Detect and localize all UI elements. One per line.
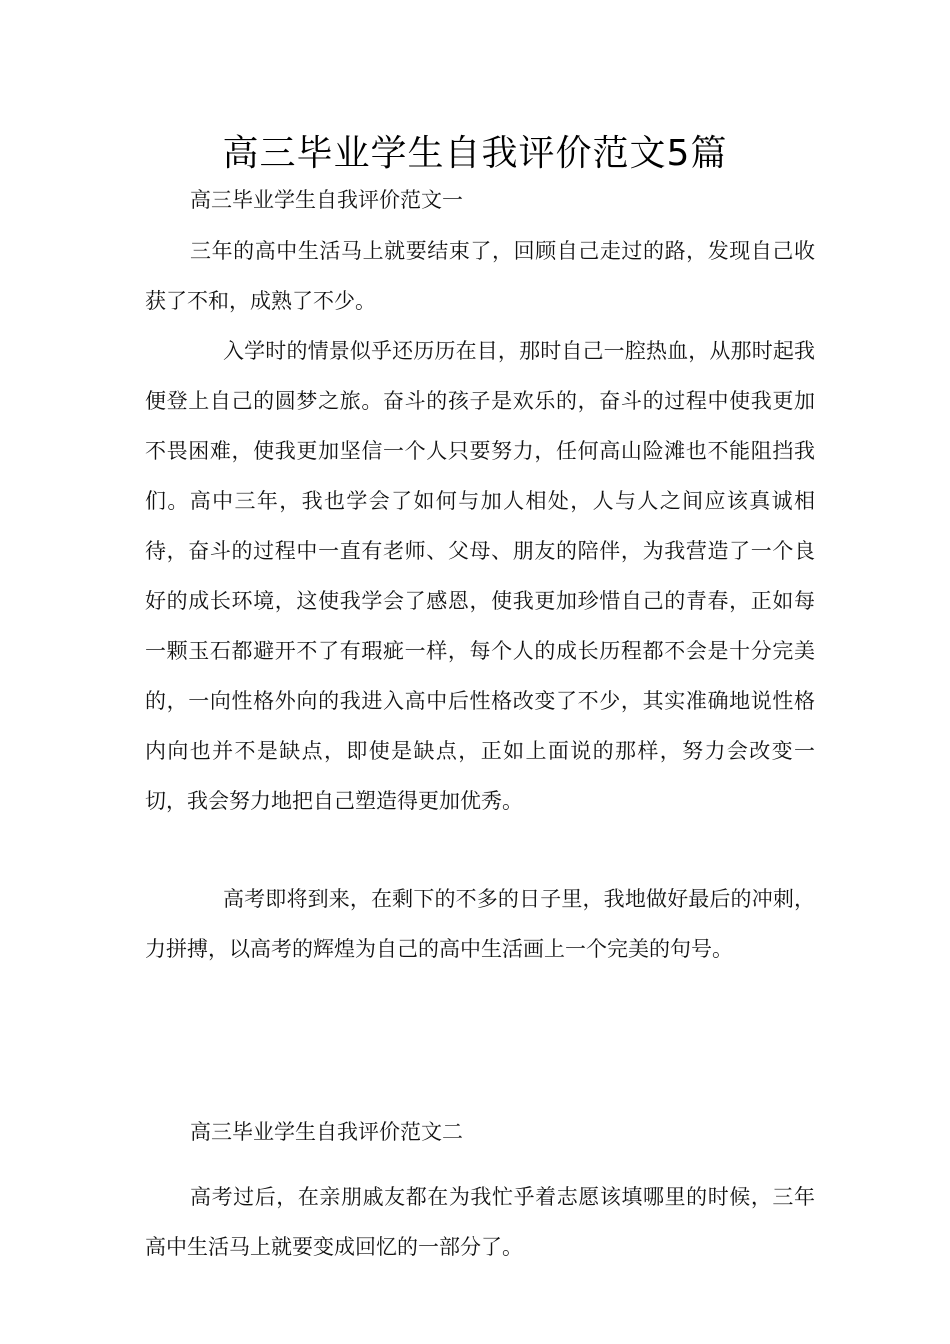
section-two-paragraph-1: 高考过后，在亲朋戚友都在为我忙乎着志愿该填哪里的时候，三年高中生活马上就要变成回忆的一部分了。 [145,1185,815,1259]
section-one-paragraph-3: 高考即将到来，在剩下的不多的日子里，我地做好最后的冲刺，力拼搏，以高考的辉煌为自己的高中生活画上一个完美的句号。 [145,887,815,961]
section-one-paragraph-1: 三年的高中生活马上就要结束了，回顾自己走过的路，发现自己收获了不和，成熟了不少。 [145,239,815,313]
section-one-heading: 高三毕业学生自我评价范文一 [190,188,463,212]
section-two-heading: 高三毕业学生自我评价范文二 [190,1120,463,1144]
document-title: 高三毕业学生自我评价范文5篇 [222,133,728,174]
section-one-paragraph-2: 入学时的情景似乎还历历在目，那时自己一腔热血，从那时起我便登上自己的圆梦之旅。奋斗的孩子是欢乐的，奋斗的过程中使我更加不畏困难，使我更加坚信一个人只要努力，任何高山险滩也不能阻挡我们。高中三年，我也学会了如何与加人相处，人与人之间应该真诚相待，奋斗的过程中一直有老师、父母、朋友的陪伴，为我营造了一个良好的成长环境，这使我学会了感恩，使我更加珍惜自己的青春，正如每一颗玉石都避开不了有瑕疵一样，每个人的成长历程都不会是十分完美的，一向性格外向的我进入高中后性格改变了不少，其实准确地说性格内向也并不是缺点，即使是缺点，正如上面说的那样，努力会改变一切，我会努力地把自己塑造得更加优秀。 [145,339,815,813]
